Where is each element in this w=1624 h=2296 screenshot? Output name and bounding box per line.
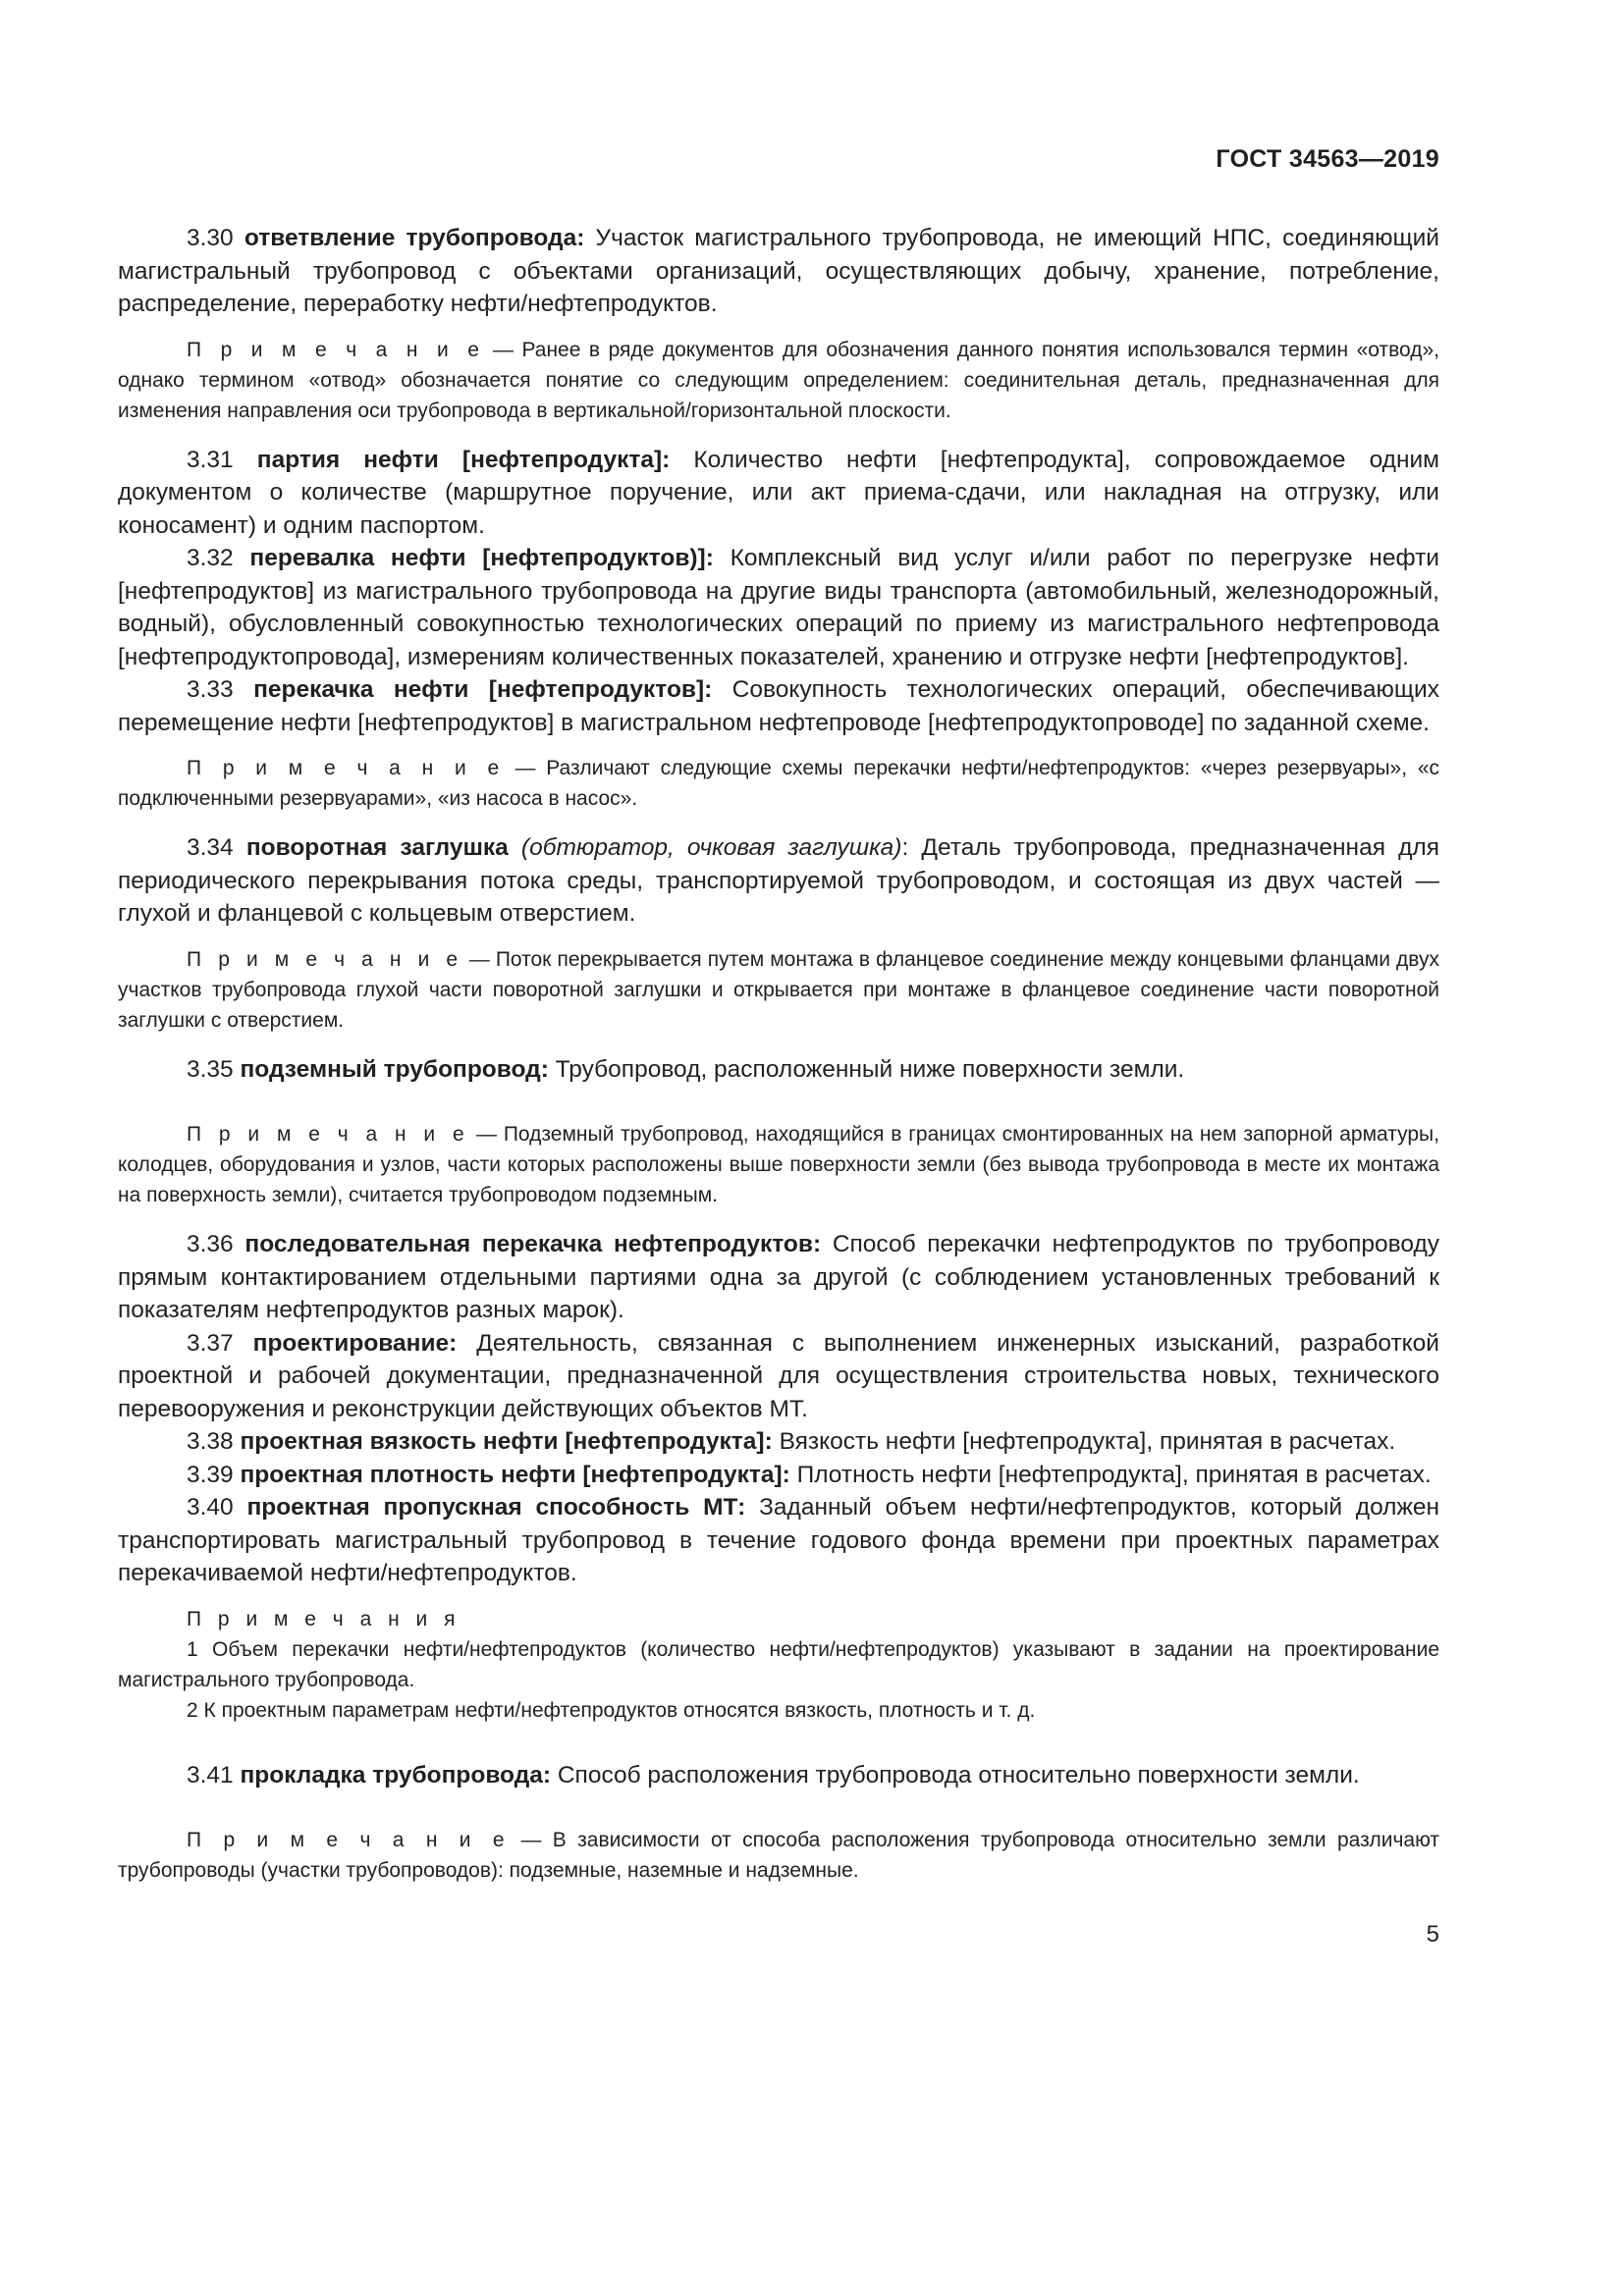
note-3-35 [118,1119,1439,1210]
note-text: — Подземный трубопровод, находящийся в границах смонтированных на нем запорной арматуры, колодцев, оборудования и узлов, части которых расположены выше поверхности земли (без вывода трубопровода в месте их монтажа на поверхность земли), считается трубопроводом подземным. [118,1123,1439,1206]
term-definition: Заданный объем нефти/нефтепродуктов, который должен транспортировать магистральный трубопровод в течение годового фонда времени при проектных параметрах перекачиваемой нефти/нефтепродуктов. [118,1494,1440,1586]
term-3-41 [118,1759,1439,1792]
term-definition: Способ перекачки нефтепродуктов по трубопроводу прямым контактированием отдельными партиями одна за другой (с соблюдением установленных требований к показателям нефтепродуктов разных марок). [118,1231,1439,1323]
term-name: подземный трубопровод: [240,1055,549,1083]
term-number: 3.40 [187,1494,234,1521]
note-item-1: 1 Объем перекачки нефти/нефтепродуктов (количество нефти/нефтепродуктов) указывают в задании на проектирование магистрального трубопровода. [118,1637,1439,1691]
term-name: проектная плотность нефти [нефтепродукта]: [240,1461,790,1488]
term-definition: Способ расположения трубопровода относительно поверхности земли. [557,1761,1360,1789]
term-name: перекачка нефти [нефтепродуктов]: [253,676,713,703]
term-3-36 [118,1228,1439,1327]
term-number: 3.30 [187,225,234,251]
term-definition: Совокупность технологических операций, обеспечивающих перемещение нефти [нефтепродуктов] в магистральном нефтепроводе [нефтепродуктопроводе] по заданной схеме. [118,676,1439,736]
note-text: — Различают следующие схемы перекачки нефти/нефтепродуктов: «через резервуары», «с подключенными резервуарами», «из насоса в насос». [118,757,1440,810]
note-label: П р и м е ч а н и е [187,757,505,779]
note-3-34 [118,944,1439,1036]
notes-label: П р и м е ч а н и я [187,1607,460,1630]
term-name: перевалка нефти [нефтепродуктов)]: [249,545,714,571]
term-3-33 [118,673,1439,739]
term-definition: Плотность нефти [нефтепродукта], принятая в расчетах. [796,1461,1432,1488]
term-name: проектирование: [252,1329,458,1357]
note-label: П р и м е ч а н и е [187,338,485,361]
note-label: П р и м е ч а н и е [187,1829,511,1851]
note-item-2: 2 К проектным параметрам нефти/нефтепродуктов относятся вязкость, плотность и т. д. [187,1698,1036,1722]
term-number: 3.41 [187,1761,234,1789]
page-number: 5 [1426,1921,1439,1948]
term-definition: Участок магистрального трубопровода, не имеющий НПС, соединяющий магистральный трубопровод с объектами организаций, осуществляющих добычу, хранение, потребление, распределение, переработку нефти/нефтепродуктов. [118,225,1439,317]
term-number: 3.34 [187,834,234,861]
standard-header: ГОСТ 34563—2019 [1216,145,1439,173]
term-3-30 [118,222,1439,321]
note-text: — Ранее в ряде документов для обозначения данного понятия использовался термин «отвод», однако термином «отвод» обозначается понятие со следующим определением: соединительная деталь, предназначенная для изменения направления оси трубопровода в вертикальной/горизонтальной плоскости. [118,338,1440,422]
term-3-32 [118,542,1439,673]
terms-content [118,222,1439,1949]
term-synonyms: (обтюратор, очковая заглушка) [520,834,902,861]
note-3-30 [118,335,1439,426]
term-number: 3.39 [187,1461,234,1488]
term-3-34 [118,831,1439,931]
term-name: партия нефти [нефтепродукта]: [256,446,671,473]
note-text: — Поток перекрывается путем монтажа в фланцевое соединение между концевыми фланцами двух участков трубопровода глухой части поворотной заглушки и открывается при монтаже в фланцевое соединение части поворотной заглушки с отверстием. [118,947,1439,1032]
term-number: 3.35 [187,1055,234,1083]
term-3-37 [118,1327,1439,1426]
term-number: 3.33 [187,676,234,703]
term-number: 3.38 [187,1428,234,1455]
note-3-41 [118,1825,1439,1886]
term-3-38 [118,1425,1439,1459]
term-number: 3.36 [187,1231,234,1257]
term-name: прокладка трубопровода: [240,1761,552,1789]
term-definition: Трубопровод, расположенный ниже поверхности земли. [555,1055,1185,1083]
term-definition: Комплексный вид услуг и/или работ по перегрузке нефти [нефтепродуктов] из магистрального трубопровода на другие виды транспорта (автомобильный, железнодорожный, водный), обусловленный совокупностью технологических операций по приему из магистрального нефтепровода [нефтепродуктопровода], измерениям количественных показателей, хранению и отгрузке нефти [нефтепродуктов]. [118,545,1439,670]
term-number: 3.37 [187,1329,234,1357]
term-definition: : Деталь трубопровода, предназначенная для периодического перекрывания потока среды, транспортируемой трубопроводом, и состоящая из двух частей — глухой и фланцевой с кольцевым отверстием. [118,834,1439,927]
note-label: П р и м е ч а н и е [187,947,463,971]
note-label: П р и м е ч а н и е [187,1123,470,1146]
term-name: последовательная перекачка нефтепродуктов: [244,1231,822,1257]
term-3-35 [118,1053,1439,1087]
term-number: 3.31 [187,446,234,473]
term-3-39 [118,1459,1439,1492]
term-name: ответвление трубопровода: [244,225,585,251]
term-number: 3.32 [187,545,234,571]
note-3-33 [118,753,1439,814]
term-3-40 [118,1491,1439,1590]
term-name: проектная вязкость нефти [нефтепродукта]: [240,1428,773,1455]
term-name: проектная пропускная способность МТ: [246,1494,746,1521]
term-definition: Вязкость нефти [нефтепродукта], принятая в расчетах. [779,1428,1396,1455]
note-text: — В зависимости от способа расположения трубопровода относительно земли различают трубопроводы (участки трубопроводов): подземные, наземные и надземные. [118,1829,1439,1882]
term-3-31 [118,444,1439,543]
term-definition: Количество нефти [нефтепродукта], сопровождаемое одним документом о количестве (маршрутное поручение, или акт приема-сдачи, или накладная на отгрузку, или коносамент) и одним паспортом. [118,446,1440,539]
term-definition: Деятельность, связанная с выполнением инженерных изысканий, разработкой проектной и рабочей документации, предназначенной для осуществления строительства новых, технического перевооружения и реконструкции действующих объектов МТ. [118,1329,1439,1422]
term-name: поворотная заглушка [245,834,509,861]
